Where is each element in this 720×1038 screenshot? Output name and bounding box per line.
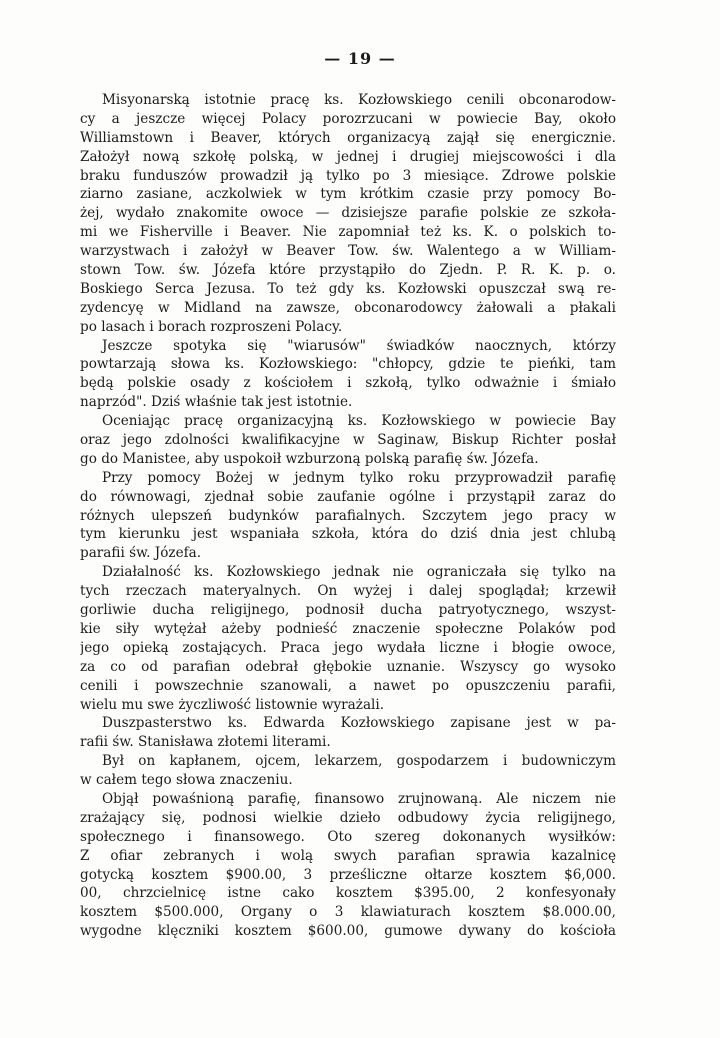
text-line: będą polskie osady z kościołem i szkołą, tylko odważnie i śmiało (80, 375, 616, 392)
text-line: kie siły wytężał ażeby podnieść znaczenie społeczne Polaków pod (80, 620, 616, 637)
paragraph (80, 469, 616, 563)
text-line: powtarzają słowa ks. Kozłowskiego: "chłopcy, gdzie te pieńki, tam (80, 356, 616, 373)
paragraph (80, 91, 616, 337)
text-line: po lasach i borach rozproszeni Polacy. (80, 318, 343, 335)
paragraph (80, 790, 616, 941)
text-line: cy a jeszcze więcej Polacy porozrzucani w powiecie Bay, około (80, 110, 616, 127)
paragraph (80, 563, 616, 714)
text-line: zrażający się, podnosi wielkie dzieło odbudowy życia religijnego, (80, 809, 616, 826)
text-line: kosztem $500.000, Organy o 3 klawiaturach kosztem $8.000.00, (80, 904, 616, 921)
text-line: tych rzeczach materyalnych. On wyżej i dalej spoglądał; krzewił (80, 583, 616, 600)
text-line: społecznego i finansowego. Oto szereg dokonanych wysiłków: (80, 828, 616, 845)
text-line: żej, wydało znakomite owoce — dzisiejsze parafie polskie ze szkoła- (80, 205, 616, 222)
body-text (80, 91, 616, 941)
text-line: wygodne klęczniki kosztem $600.00, gumowe dywany do kościoła (80, 923, 616, 940)
text-line: Duszpasterstwo ks. Edwarda Kozłowskiego zapisane jest w pa- (102, 715, 616, 732)
text-line: Był on kapłanem, ojcem, lekarzem, gospodarzem i budowniczym (102, 753, 616, 770)
paragraph (80, 337, 616, 413)
text-line: za co od parafian odebrał głębokie uznanie. Wszyscy go wysoko (80, 658, 616, 675)
text-line: stown Tow. św. Józefa które przystąpiło do Zjedn. P. R. K. p. o. (80, 262, 616, 279)
text-line: Objął powaśnioną parafię, finansowo zrujnowaną. Ale niczem nie (102, 790, 616, 807)
text-line: jego opieką zostających. Praca jego wydała liczne i błogie owoce, (80, 639, 616, 656)
text-line: Boskiego Serca Jezusa. To też gdy ks. Kozłowski opuszczał swą re- (80, 280, 616, 297)
text-line: Misyonarską istotnie pracę ks. Kozłowskiego cenili obconarodow- (102, 92, 616, 108)
text-line: różnych ulepszeń budynków parafialnych. Szczytem jego pracy w (80, 507, 616, 524)
text-line: warzystwach i założył w Beaver Tow. św. Walentego a w William- (80, 243, 616, 260)
text-line: parafii św. Józefa. (80, 545, 202, 562)
text-line: Oceniając pracę organizacyjną ks. Kozłowskiego w powiecie Bay (102, 413, 616, 430)
text-line: Jeszcze spotyka się "wiarusów" świadków naocznych, którzy (102, 337, 616, 354)
text-line: rafii św. Stanisława złotemi literami. (80, 734, 331, 751)
text-line: Założył nową szkołę polską, w jednej i drugiej miejscowości i dla (80, 148, 616, 165)
paragraph (80, 714, 616, 752)
text-line: zydencyę w Midland na zawsze, obconarodowcy żałowali a płakali (80, 299, 616, 316)
text-line: braku funduszów prowadził ją tylko po 3 miesiące. Zdrowe polskie (80, 167, 616, 184)
text-line: 00, chrzcielnicę istne cako kosztem $395.00, 2 konfesyonały (80, 885, 616, 902)
text-line: ziarno zasiane, aczkolwiek w tym krótkim czasie przy pomocy Bo- (80, 186, 616, 203)
text-line: tym kierunku jest wspaniała szkoła, która do dziś dnia jest chlubą (80, 526, 616, 543)
text-line: Przy pomocy Bożej w jednym tylko roku przyprowadził parafię (102, 469, 616, 486)
text-line: Z ofiar zebranych i wolą swych parafian sprawia kazalnicę (80, 847, 616, 864)
text-line: mi we Fisherville i Beaver. Nie zapomniał też ks. K. o polskich to- (80, 224, 616, 241)
paragraph (80, 412, 616, 469)
text-line: naprzód". Dziś właśnie tak jest istotnie. (80, 394, 353, 411)
text-line: oraz jego zdolności kwalifikacyjne w Saginaw, Biskup Richter posłał (80, 432, 616, 449)
text-line: do równowagi, zjednał sobie zaufanie ogólne i przystąpił zaraz do (80, 488, 616, 505)
paragraph (80, 752, 616, 790)
text-line: gotycką kosztem $900.00, 3 prześliczne ołtarze kosztem $6,000. (80, 866, 616, 883)
text-line: cenili i powszechnie szanowali, a nawet po opuszczeniu parafii, (80, 677, 616, 694)
text-line: gorliwie ducha religijnego, podnosił ducha patryotycznego, wszyst- (80, 602, 616, 619)
page-number: — 19 — (324, 49, 396, 68)
text-line: Williamstown i Beaver, których organizacyą zajął się energicznie. (80, 129, 616, 146)
text-line: Działalność ks. Kozłowskiego jednak nie ograniczała się tylko na (102, 564, 616, 581)
text-line: w całem tego słowa znaczeniu. (80, 772, 293, 789)
text-line: wielu mu swe życzliwość listownie wyrażali. (80, 696, 385, 713)
text-line: go do Manistee, aby uspokoił wzburzoną polską parafię św. Józefa. (80, 450, 539, 467)
